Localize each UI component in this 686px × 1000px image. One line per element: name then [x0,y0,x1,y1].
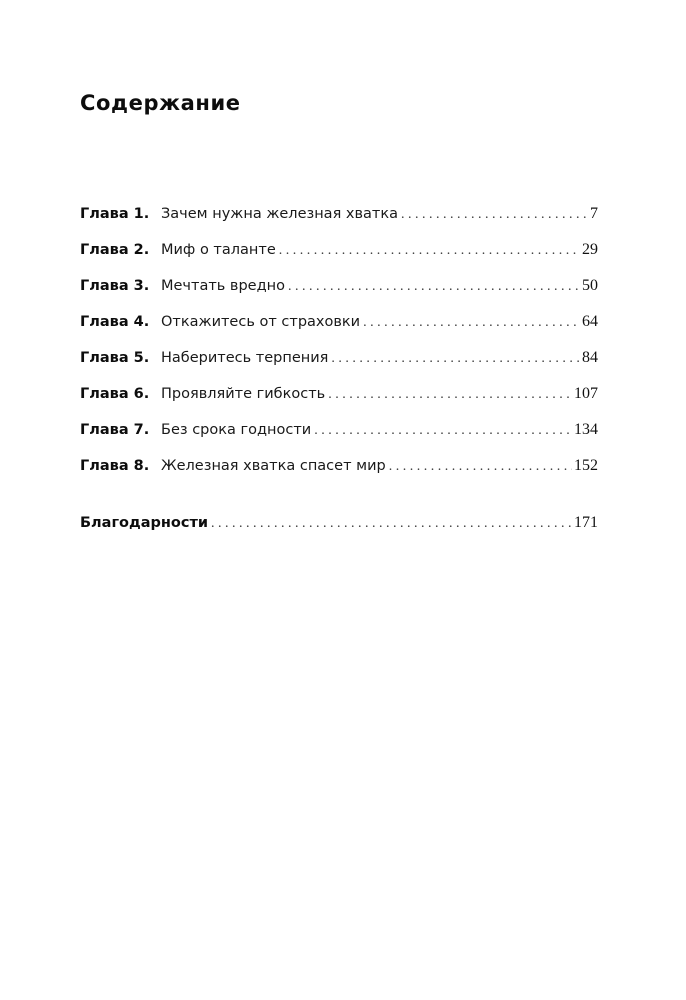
chapter-label: Глава 3. [80,278,150,294]
chapter-title: Зачем нужна железная хватка [161,206,398,222]
chapter-title: Откажитесь от страховки [161,314,361,330]
chapter-label: Глава 2. [80,242,150,258]
toc-entry-chapter-6 [80,385,598,421]
toc-entry-acknowledgements [80,514,598,550]
chapter-label: Глава 4. [80,314,150,330]
chapter-title: Железная хватка спасет мир [161,458,386,474]
chapter-label: Глава 5. [80,350,150,366]
dot-leader [279,243,580,259]
dot-leader [363,315,580,331]
section-spacer [80,493,598,514]
page-number: 7 [590,205,598,222]
page-number: 84 [582,349,598,366]
toc-entry-chapter-1 [80,205,598,241]
dot-leader [401,207,588,223]
chapter-title: Наберитесь терпения [161,350,329,366]
table-of-contents [80,205,598,550]
dot-leader [389,459,572,475]
page-title: Содержание [80,91,241,115]
chapter-label: Глава 8. [80,458,150,474]
dot-leader [288,279,580,295]
chapter-title: Без срока годности [161,422,312,438]
toc-entry-chapter-4 [80,313,598,349]
chapter-label: Глава 7. [80,422,150,438]
toc-entry-chapter-3 [80,277,598,313]
page-number: 29 [582,241,598,258]
chapter-title: Миф о таланте [161,242,276,258]
page-number: 64 [582,313,598,330]
chapter-label: Глава 6. [80,386,150,402]
dot-leader [211,516,572,532]
chapter-label: Глава 1. [80,206,150,222]
page-number: 152 [574,457,598,474]
dot-leader [328,387,572,403]
dot-leader [314,423,572,439]
acknowledgements-title: Благодарности [80,515,209,531]
toc-entry-chapter-8 [80,457,598,493]
chapter-title: Мечтать вредно [161,278,285,294]
toc-entry-chapter-7 [80,421,598,457]
chapter-title: Проявляйте гибкость [161,386,326,402]
toc-entry-chapter-2 [80,241,598,277]
page-number: 107 [574,385,598,402]
page-number: 134 [574,421,598,438]
page-number: 171 [574,514,598,531]
page-number: 50 [582,277,598,294]
toc-entry-chapter-5 [80,349,598,385]
dot-leader [331,351,580,367]
